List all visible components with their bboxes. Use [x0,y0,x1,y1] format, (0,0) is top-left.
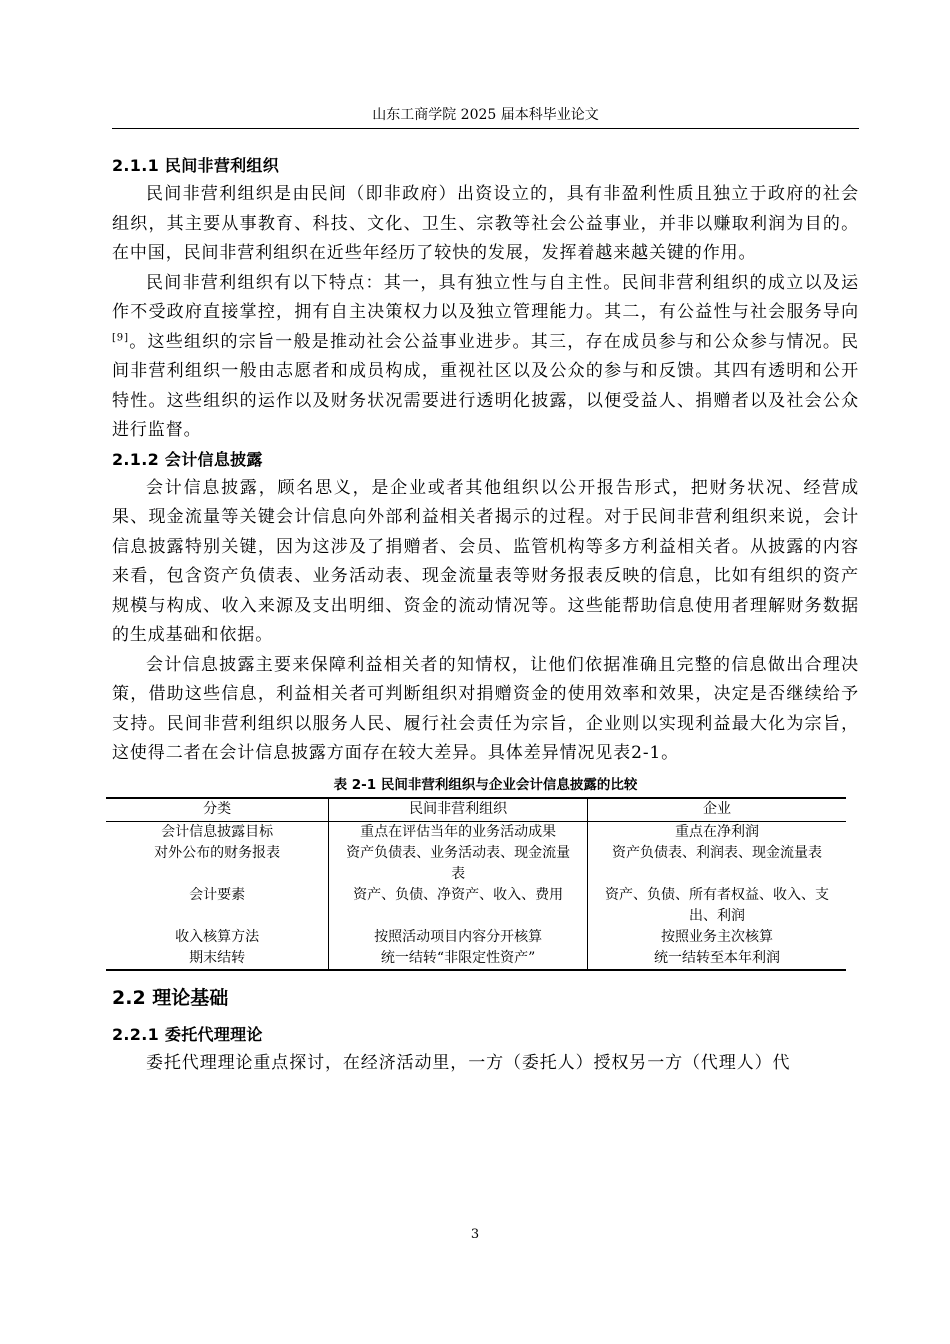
table-cell: 会计要素 [189,886,246,903]
paragraph-text: 。这些组织的宗旨一般是推动社会公益事业进步。其三，存在成员参与和公众参与情况。民间非营利组织一般由志愿者和成员构成，重视社区以及公众的参与和反馈。其四有透明和公开特性。这些组织的运作以及财务状况需要进行透明化披露，以便受益人、捐赠者以及社会公众进行监督。 [112,331,859,440]
heading-2-2-1: 2.2.1 委托代理理论 [112,1024,263,1044]
table-header-cell: 企业 [587,798,846,822]
paragraph-2-1-2-b: 会计信息披露主要来保障利益相关者的知情权，让他们依据准确且完整的信息做出合理决策，借助这些信息，利益相关者可判断组织对捐赠资金的使用效率和效果，决定是否继续给予支持。民间非营利组织以服务人民、履行社会责任为宗旨，企业则以实现利益最大化为宗旨，这使得二者在会计信息披露方面存在较大差异。具体差异情况见表2-1。 [112,654,859,763]
table-cell: 期末结转 [189,949,246,966]
table-cell: 资产负债表、业务活动表、现金流量表 [329,843,588,885]
table-cell: 会计信息披露目标 [161,823,274,840]
paragraph-text: 民间非营利组织有以下特点：其一，具有独立性与自主性。民间非营利组织的成立以及运作不受政府直接掌控，拥有自主决策权力以及独立管理能力。其二，有公益性与社会服务导向 [112,272,859,322]
table-cell: 统一结转“非限定性资产” [329,948,588,970]
table-row [106,843,846,885]
table-caption: 表 2-1 民间非营利组织与企业会计信息披露的比较 [333,776,638,793]
paragraph-2-1-1-a: 民间非营利组织是由民间（即非政府）出资设立的，具有非盈利性质且独立于政府的社会组织，其主要从事教育、科技、文化、卫生、宗教等社会公益事业，并非以赚取利润为目的。在中国，民间非营利组织在近些年经历了较快的发展，发挥着越来越关键的作用。 [112,184,859,263]
table-row [106,948,846,970]
heading-2-1-2: 2.1.2 会计信息披露 [112,449,263,469]
comparison-table [106,797,846,971]
citation-ref: [9] [112,331,129,343]
header-rule [112,128,859,129]
table-header-cell: 分类 [106,798,329,822]
table-cell: 资产、负债、所有者权益、收入、支出、利润 [604,886,829,924]
table-row [106,927,846,948]
table-cell: 重点在评估当年的业务活动成果 [329,821,588,843]
table-row [106,885,846,927]
table-cell: 对外公布的财务报表 [154,844,281,861]
heading-2-1-1: 2.1.1 民间非营利组织 [112,156,280,175]
table-row [106,821,846,843]
table-header-cell: 民间非营利组织 [329,798,588,822]
table-cell: 重点在净利润 [674,823,759,840]
running-header: 山东工商学院 2025 届本科毕业论文 [372,107,599,123]
page-number: 3 [470,1227,480,1242]
table-cell: 资产负债表、利润表、现金流量表 [611,844,822,861]
table-cell: 按照活动项目内容分开核算 [329,927,588,948]
paragraph-2-2-1: 委托代理理论重点探讨，在经济活动里，一方（委托人）授权另一方（代理人）代 [146,1052,791,1073]
heading-2-2: 2.2 理论基础 [112,986,229,1009]
paragraph-2-1-1-b [112,269,859,446]
table-header-row [106,798,846,822]
table-cell: 收入核算方法 [175,928,260,945]
table-cell: 按照业务主次核算 [660,928,773,945]
table-cell: 统一结转至本年利润 [653,949,780,966]
page-body [112,152,859,1078]
table-cell: 资产、负债、净资产、收入、费用 [329,885,588,927]
paragraph-2-1-2-a: 会计信息披露，顾名思义，是企业或者其他组织以公开报告形式，把财务状况、经营成果、现金流量等关键会计信息向外部利益相关者揭示的过程。对于民间非营利组织来说，会计信息披露特别关键，因为这涉及了捐赠者、会员、监管机构等多方利益相关者。从披露的内容来看，包含资产负债表、业务活动表、现金流量表等财务报表反映的信息，比如有组织的资产规模与构成、收入来源及支出明细、资金的流动情况等。这些能帮助信息使用者理解财务数据的生成基础和依据。 [112,477,859,645]
